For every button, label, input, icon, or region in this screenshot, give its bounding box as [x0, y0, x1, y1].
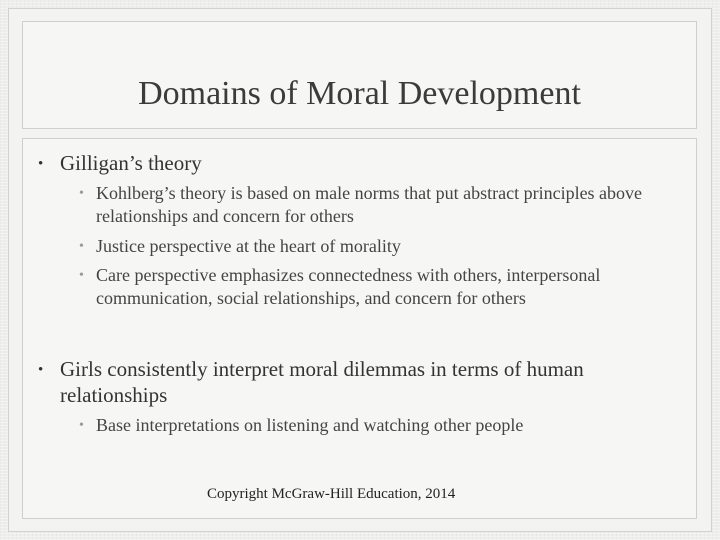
sub-bullet-dot-icon: • — [79, 186, 84, 201]
bullet-item — [38, 150, 678, 176]
slide-title: Domains of Moral Development — [138, 75, 581, 112]
sub-bullet-dot-icon: • — [79, 239, 84, 254]
bullet-item — [38, 356, 638, 408]
bullet-dot-icon: • — [38, 362, 44, 378]
sub-bullet-text: Base interpretations on listening and watching other people — [96, 415, 524, 435]
sub-bullet-text: Kohlberg’s theory is based on male norms that put abstract principles above relationships and concern for others — [96, 183, 643, 226]
sub-bullet-item — [79, 182, 679, 228]
title-panel — [22, 21, 697, 129]
sub-bullet-dot-icon: • — [79, 268, 84, 283]
bullet-dot-icon: • — [38, 156, 44, 172]
sub-bullet-item — [79, 414, 679, 437]
bullet-text: Girls consistently interpret moral dilemmas in terms of human relationships — [60, 357, 584, 407]
sub-bullet-item — [79, 235, 679, 258]
copyright-footer: Copyright McGraw-Hill Education, 2014 — [207, 486, 456, 502]
sub-bullet-dot-icon: • — [79, 418, 84, 433]
sub-bullet-item — [79, 264, 679, 310]
sub-bullet-text: Justice perspective at the heart of morality — [96, 236, 401, 256]
bullet-text: Gilligan’s theory — [60, 151, 202, 175]
sub-bullet-text: Care perspective emphasizes connectedness with others, interpersonal communication, social relationships, and concern for others — [96, 265, 601, 308]
